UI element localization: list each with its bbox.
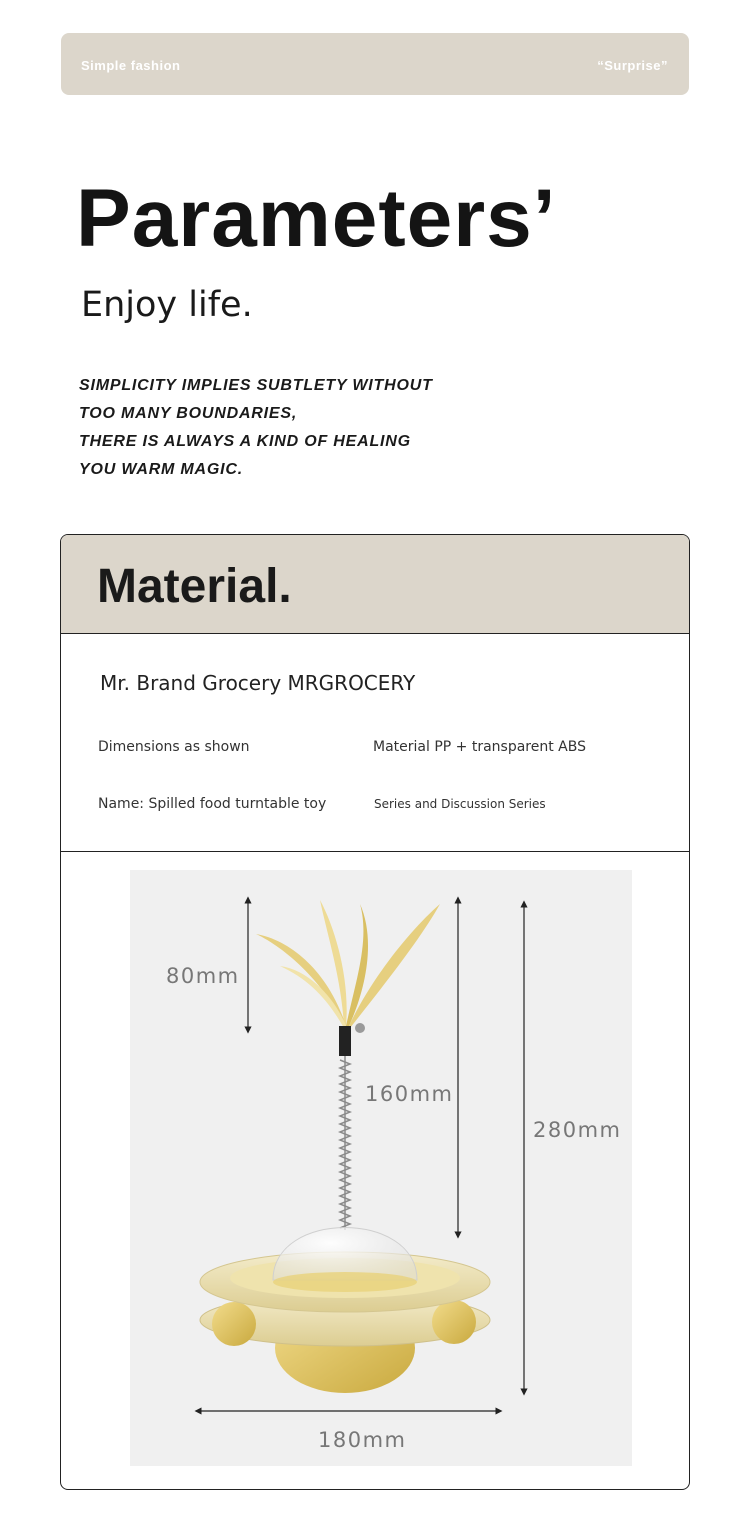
page-subtitle: Enjoy life. (81, 285, 253, 325)
product-dimension-diagram (130, 870, 632, 1466)
spec-series: Series and Discussion Series (374, 797, 546, 811)
banner-right-text: “Surprise” (597, 58, 668, 73)
ball-left (212, 1302, 256, 1346)
feather-icon (256, 900, 440, 1028)
page-title: Parameters’ (76, 173, 557, 264)
brand-name: Mr. Brand Grocery MRGROCERY (100, 671, 416, 695)
width-dimension-label: 180mm (318, 1428, 407, 1452)
spec-dimensions: Dimensions as shown (98, 739, 250, 755)
feather-dimension-label: 80mm (166, 964, 240, 988)
banner-left-text: Simple fashion (81, 58, 181, 73)
product-illustration (130, 870, 632, 1466)
spring-rod (340, 1056, 350, 1230)
tagline (79, 372, 499, 484)
spec-name: Name: Spilled food turntable toy (98, 796, 327, 812)
tagline-line: THERE IS ALWAYS A KIND OF HEALING (79, 433, 411, 450)
spring-cap (339, 1026, 351, 1056)
bell-icon (355, 1023, 365, 1033)
tagline-line: SIMPLICITY IMPLIES SUBTLETY WITHOUT (79, 377, 433, 394)
rod-dimension-label: 160mm (365, 1082, 454, 1106)
top-banner (61, 33, 689, 95)
material-card (60, 534, 690, 1490)
material-title: Material. (97, 560, 292, 613)
material-info (61, 634, 689, 852)
total-dimension-label: 280mm (533, 1118, 622, 1142)
tagline-line: YOU WARM MAGIC. (79, 461, 243, 478)
material-header (61, 535, 689, 634)
ball-right (432, 1300, 476, 1344)
tagline-line: TOO MANY BOUNDARIES, (79, 405, 298, 422)
spec-material: Material PP + transparent ABS (373, 739, 586, 755)
